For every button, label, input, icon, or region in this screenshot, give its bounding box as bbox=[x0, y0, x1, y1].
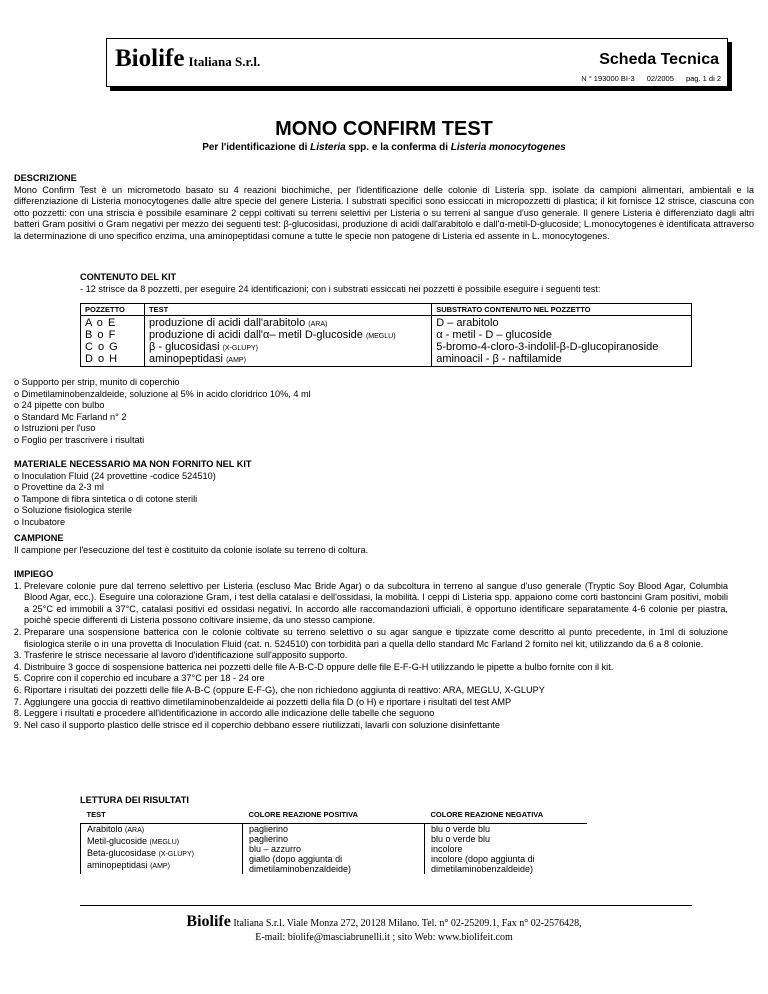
brand-logo: Biolife Italiana S.r.l. bbox=[115, 45, 261, 72]
footer-divider bbox=[80, 905, 692, 906]
page-subtitle: Per l'identificazione di Listeria spp. e la conferma di Listeria monocytogenes bbox=[202, 142, 566, 153]
list-item: o Provettine da 2-3 ml bbox=[14, 482, 768, 494]
results-table: TEST COLORE REAZIONE POSITIVA COLORE REAZIONE NEGATIVA Arabitolo (ARA) Metil-glucoside (MEGLU) Beta-glucosidase (X-GLUPY) aminopeptidasi (AMP) paglierino paglierino blu – azzurro giallo (dopo aggiunta di dimetilaminobenzaldeide) blu o verde blu blu o verde blu incolore incolore (dopo aggiunta di dimetilaminobenzaldeide) bbox=[80, 810, 587, 874]
list-item: o Standard Mc Farland n° 2 bbox=[14, 412, 768, 424]
list-item: o Supporto per strip, munito di coperchio bbox=[14, 377, 768, 389]
section-impiego bbox=[0, 569, 768, 731]
doc-type: Scheda Tecnica bbox=[599, 51, 719, 68]
doc-page: pag. 1 di 2 bbox=[685, 74, 721, 83]
kit-rows: A o E B o F C o G D o H produzione di acidi dall'arabitolo (ARA) produzione di acidi dall'α– metil D-glucoside (MEGLU) β - glucosidasi (X-GLUPY) aminopeptidasi (AMP) D – arabitolo α - metil - D – glucoside 5-bromo-4-cloro-3-indolil-β-D-glucopiranoside aminoacil - β - naftilamide bbox=[81, 316, 692, 367]
list-item: 2. Preparare una sospensione batterica con le colonie coltivate su terreno selettivo o su agar sangue e tipizzate come descritto al punto precedente, in 1ml di soluzione fisiologica sterile o in una provetta di Inoculation Fluid (cat. n. 524510) con torbidità pari a quella dello standard Mc Farland 2 fornito nel kit, utilizzando da 6 a 8 colonie. bbox=[24, 627, 728, 650]
kit-table: POZZETTO TEST SUBSTRATO CONTENUTO NEL POZZETTO A o E B o F C o G D o H produzione di acidi dall'arabitolo (ARA) produzione di acidi dall'α– metil D-glucoside (MEGLU) β - glucosidasi (X-GLUPY) aminopeptidasi (AMP) D – arabitolo α - metil - D – glucoside 5-bromo-4-cloro-3-indolil-β-D-glucopiranoside aminoacil - β - naftilamide bbox=[80, 303, 692, 367]
section-contenuto bbox=[0, 272, 768, 295]
doc-date: 02/2005 bbox=[646, 74, 674, 83]
header-box bbox=[106, 38, 728, 87]
section-descrizione bbox=[0, 173, 768, 243]
list-item: 7. Aggiungere una goccia di reattivo dimetilaminobenzaldeide ai pozzetti della fila D (o H) e riportare i risultati del test AMP bbox=[24, 697, 728, 709]
section-lettura bbox=[0, 795, 768, 807]
list-item: 9. Nel caso il supporto plastico delle strisce ed il coperchio debbano essere riutilizzati, lavarli con soluzione disinfettante bbox=[24, 720, 728, 732]
list-item: o Incubatore bbox=[14, 517, 768, 529]
campione-text: Il campione per l'esecuzione del test è costituito da colonie isolate su terreno di coltura. bbox=[14, 544, 369, 555]
list-item: 1. Prelevare colonie pure dal terreno selettivo per Listeria (escluso Mac Bride Agar) o da subcoltura in terreno al sangue d'uso generale (Tryptic Soy Blood Agar, Columbia Blood Agar, ecc.). Eseguire una colorazione Gram, i test della catalasi e dell'ossidasi, la mobilità. I ceppi di Listeria spp. appaiono come corti bastoncini Gram positivi, mobili a 25°C ed immobili a 37°C, catalasi positivi ed ossidasi negativi. In accordo alle raccomandazioni ufficiali, è opportuno identificare separatamente 4-6 colonie per piastra, poichè specie differenti di Listeria possono coltivare insieme, da uno stesso campione. bbox=[24, 581, 728, 627]
list-item: o Istruzioni per l'uso bbox=[14, 423, 768, 435]
section-heading: DESCRIZIONE bbox=[14, 173, 77, 183]
list-item: o Inoculation Fluid (24 provettine -codice 524510) bbox=[14, 471, 768, 483]
list-item: 8. Leggere i risultati e procedere all'identificazione in accordo alle indicazione delle tabelle che seguono bbox=[24, 708, 728, 720]
footer: Biolife Italiana S.r.l. Viale Monza 272, 20128 Milano. Tel. n° 02-25209.1, Fax n° 02-2576428, E-mail: biolife@masciabrunelli.it ; sito Web: www.biolifeit.com bbox=[186, 913, 582, 943]
section-heading: LETTURA DEI RISULTATI bbox=[80, 795, 189, 805]
list-item: o Soluzione fisiologica sterile bbox=[14, 505, 768, 517]
section-heading: MATERIALE NECESSARIO MA NON FORNITO NEL KIT bbox=[14, 459, 252, 469]
list-item: o Dimetilaminobenzaldeide, soluzione al 5% in acido cloridrico 10%, 4 ml bbox=[14, 389, 768, 401]
list-item: 4. Distribuire 3 gocce di sospensione batterica nei pozzetti delle file A-B-C-D oppure delle file E-F-G-H utilizzando le pipette a bulbo fornite con il kit. bbox=[24, 662, 728, 674]
section-heading: IMPIEGO bbox=[14, 569, 54, 579]
kit-items bbox=[0, 377, 768, 447]
section-materiale bbox=[0, 459, 768, 529]
list-item: o Foglio per trascrivere i risultati bbox=[14, 435, 768, 447]
list-item: 6. Riportare i risultati dei pozzetti delle file A-B-C (oppure E-F-G), che non richiedono aggiunta di reattivo: ARA, MEGLU, X-GLUPY bbox=[24, 685, 728, 697]
results-rows: Arabitolo (ARA) Metil-glucoside (MEGLU) Beta-glucosidase (X-GLUPY) aminopeptidasi (AMP) paglierino paglierino blu – azzurro giallo (dopo aggiunta di dimetilaminobenzaldeide) blu o verde blu blu o verde blu incolore incolore (dopo aggiunta di dimetilaminobenzaldeide) bbox=[81, 824, 587, 875]
list-item: o Tampone di fibra sintetica o di cotone sterili bbox=[14, 494, 768, 506]
section-campione bbox=[0, 533, 768, 556]
list-item: 3. Trasferire le strisce necessarie al lavoro d'identificazione sull'apposito supporto. bbox=[24, 650, 728, 662]
descrizione-text: Mono Confirm Test è un micrometodo basato su 4 reazioni biochimiche, per l'identificazione delle colonie di Listeria spp. isolate da campioni alimentari, ambientali e la differenziazione di Listeria monocytogenes dalle altre specie del genere Listeria. I substrati specifici sono essiccati in micropozzetti di plastica; il kit fornisce 12 strisce, ciascuna con otto pozzetti: con una striscia è possibile esaminare 2 ceppi coltivati su terreni selettivi per Listeria o su terreni al sangue d'uso generale. Il genere Listeria è differenziato dagli altri batteri Gram positivi o Gram negativi per mezzo dei seguenti test: β-glucosidasi, produzione di acidi dall'arabitolo e dall'α-metil-D-glucoside; L.monocytogenes è identificata attraverso la determinazione di uno specifico enzima, una aminopeptidasi comune a tutte le specie non patogene di Listeria ed assente in L. monocytogenes. bbox=[14, 184, 754, 241]
list-item: o 24 pipette con bulbo bbox=[14, 400, 768, 412]
contenuto-intro: - 12 strisce da 8 pozzetti, per eseguire 24 identificazioni; con i substrati essiccati nei pozzetti è possibile eseguire i seguenti test: bbox=[80, 283, 601, 294]
section-heading: CONTENUTO DEL KIT bbox=[80, 272, 177, 282]
section-heading: CAMPIONE bbox=[14, 533, 64, 543]
doc-number: N ° 193000 BI-3 bbox=[581, 74, 635, 83]
page-title: MONO CONFIRM TEST bbox=[275, 118, 493, 140]
list-item: 5. Coprire con il coperchio ed incubare a 37°C per 18 - 24 ore bbox=[24, 673, 728, 685]
doc-meta bbox=[571, 74, 721, 83]
